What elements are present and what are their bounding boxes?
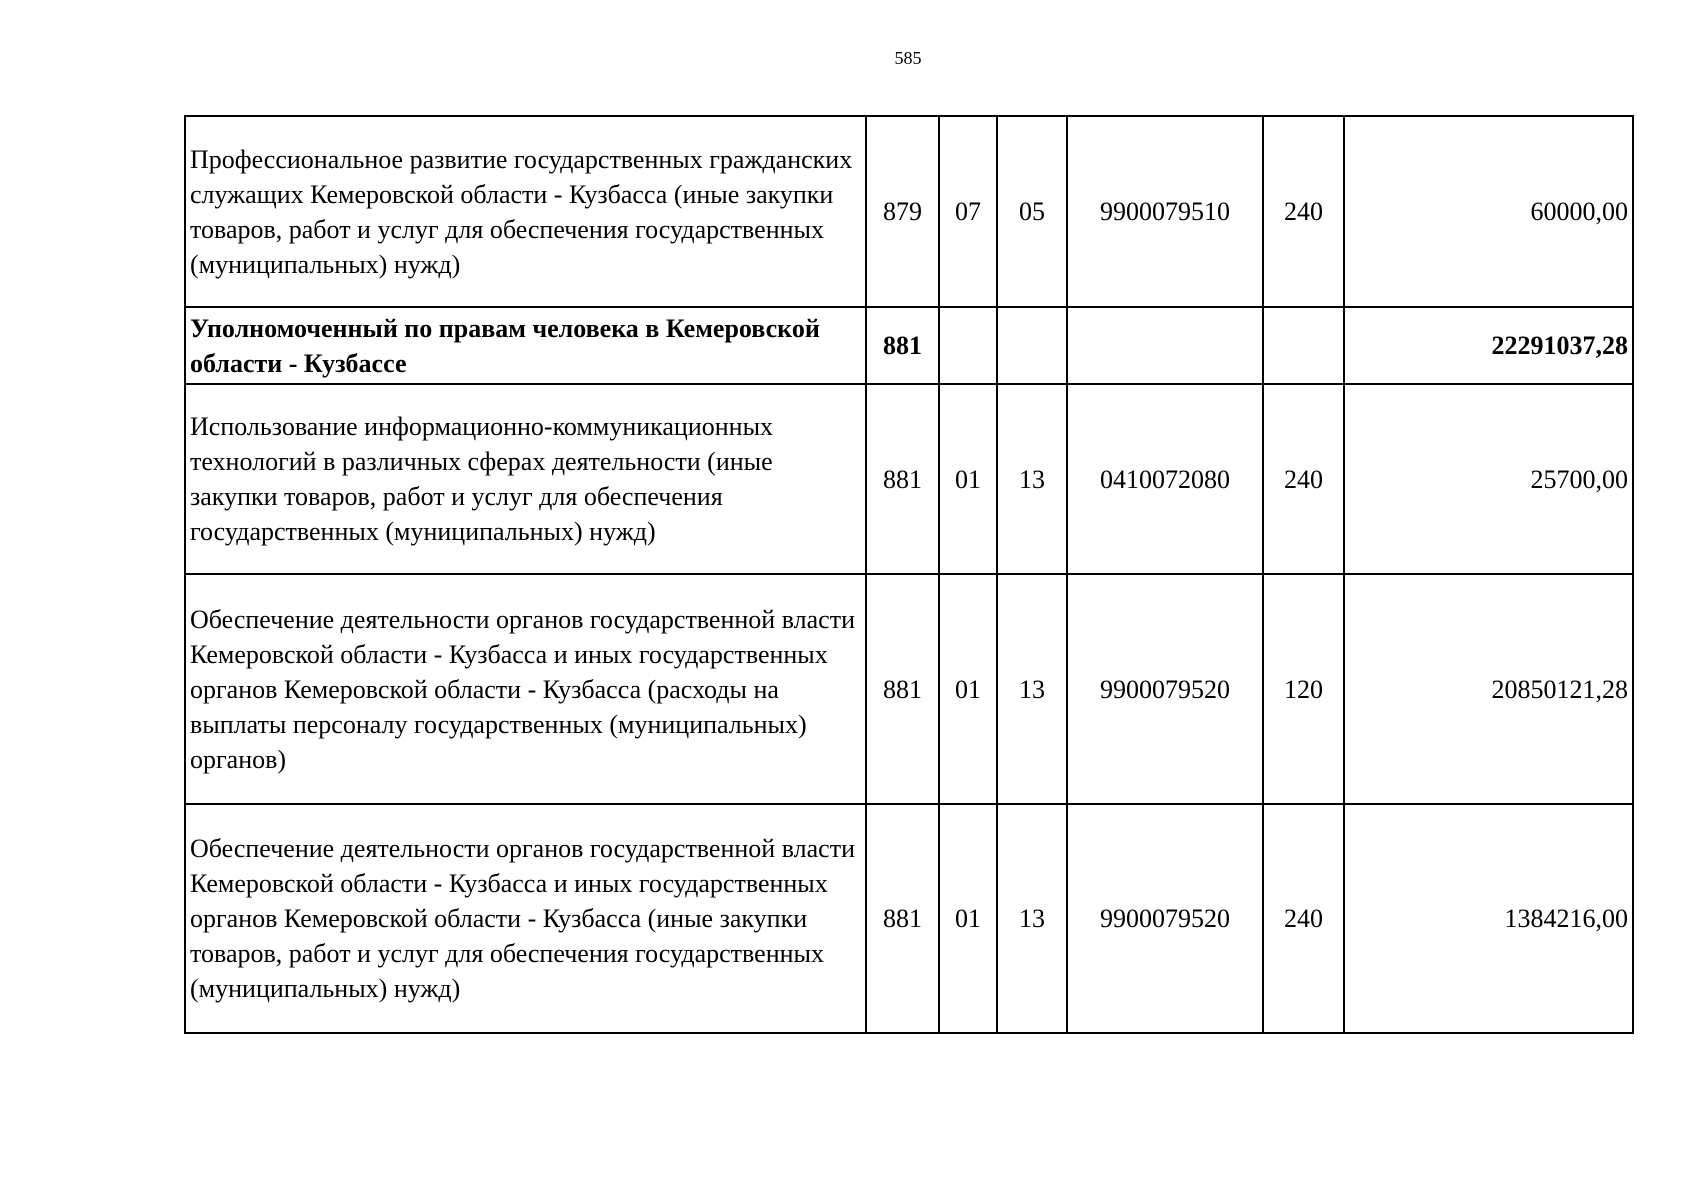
amount: 22291037,28 [1344, 307, 1633, 384]
subsection-code: 13 [997, 384, 1067, 574]
table-row [185, 804, 1633, 1033]
target-article-code: 0410072080 [1067, 384, 1263, 574]
subsection-code: 05 [997, 116, 1067, 307]
section-code [939, 307, 997, 384]
amount: 25700,00 [1344, 384, 1633, 574]
target-article-code: 9900079520 [1067, 574, 1263, 804]
row-name: Уполномоченный по правам человека в Кемеровской области - Кузбассе [185, 307, 866, 384]
section-code: 07 [939, 116, 997, 307]
expense-type-code: 240 [1263, 804, 1344, 1033]
row-name: Обеспечение деятельности органов государственной власти Кемеровской области - Кузбасса и иных государственных органов Кемеровской области - Кузбасса (иные закупки товаров, работ и услуг для обеспечения государственных (муниципальных) нужд) [185, 804, 866, 1033]
ministry-code: 881 [866, 574, 939, 804]
ministry-code: 881 [866, 804, 939, 1033]
budget-table [184, 115, 1634, 1034]
expense-type-code [1263, 307, 1344, 384]
ministry-code: 881 [866, 384, 939, 574]
subsection-code: 13 [997, 574, 1067, 804]
row-name: Обеспечение деятельности органов государственной власти Кемеровской области - Кузбасса и иных государственных органов Кемеровской области - Кузбасса (расходы на выплаты персоналу государственных (муниципальных) органов) [185, 574, 866, 804]
expense-type-code: 240 [1263, 384, 1344, 574]
section-code: 01 [939, 384, 997, 574]
expense-type-code: 120 [1263, 574, 1344, 804]
amount: 60000,00 [1344, 116, 1633, 307]
page-number: 585 [894, 48, 922, 68]
ministry-code: 881 [866, 307, 939, 384]
target-article-code: 9900079510 [1067, 116, 1263, 307]
table-row [185, 116, 1633, 307]
table-row-section-header [185, 307, 1633, 384]
subsection-code [997, 307, 1067, 384]
amount: 1384216,00 [1344, 804, 1633, 1033]
table-row [185, 384, 1633, 574]
section-code: 01 [939, 804, 997, 1033]
target-article-code: 9900079520 [1067, 804, 1263, 1033]
target-article-code [1067, 307, 1263, 384]
ministry-code: 879 [866, 116, 939, 307]
amount: 20850121,28 [1344, 574, 1633, 804]
expense-type-code: 240 [1263, 116, 1344, 307]
section-code: 01 [939, 574, 997, 804]
row-name: Профессиональное развитие государственных гражданских служащих Кемеровской области - Кузбасса (иные закупки товаров, работ и услуг для обеспечения государственных (муниципальных) нужд) [185, 116, 866, 307]
table-row [185, 574, 1633, 804]
row-name: Использование информационно-коммуникационных технологий в различных сферах деятельности (иные закупки товаров, работ и услуг для обеспечения государственных (муниципальных) нужд) [185, 384, 866, 574]
subsection-code: 13 [997, 804, 1067, 1033]
